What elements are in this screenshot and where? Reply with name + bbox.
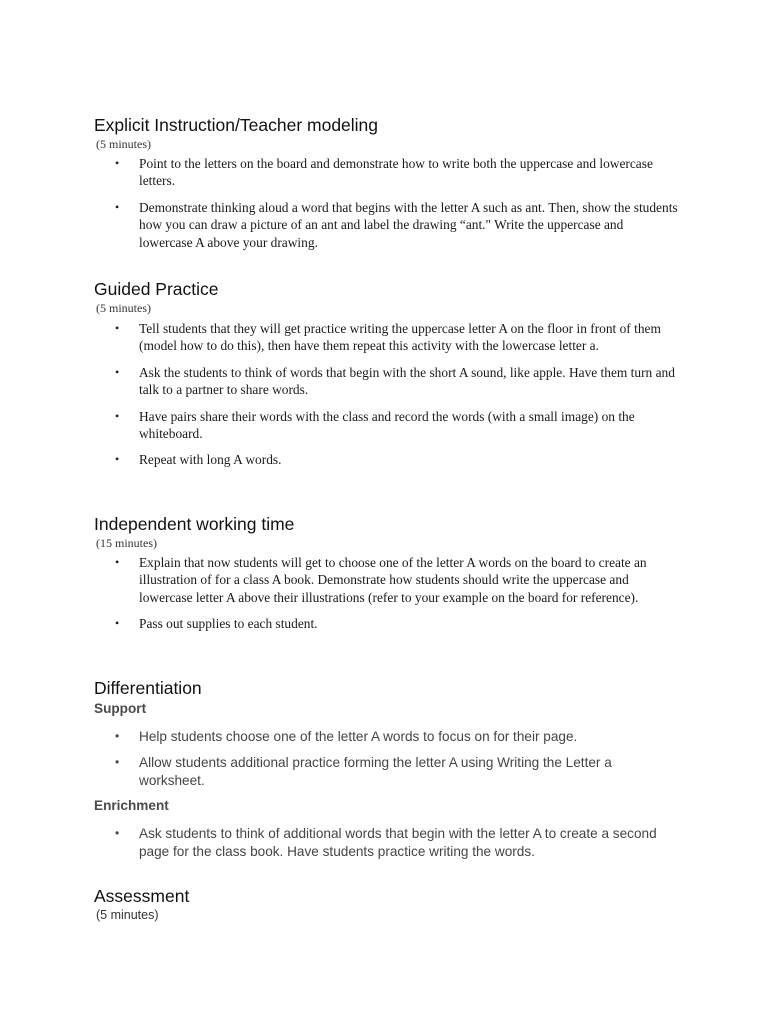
bullet-icon: •: [115, 452, 120, 467]
list-item-text: Point to the letters on the board and demonstrate how to write both the uppercase and lowercase letters.: [139, 156, 653, 189]
list-item: [94, 554, 679, 606]
list-item-text: Have pairs share their words with the class and record the words (with a small image) on the whiteboard.: [139, 408, 635, 442]
list-item: [94, 408, 679, 443]
section-independent-working-time: [94, 513, 694, 633]
bullet-list: [94, 320, 694, 469]
list-item-text: Explain that now students will get to choose one of the letter A words on the board to create an illustration of for a class A book. Demonstrate how students should write the uppercase and lowercase letter A above their illustrations (refer to your example on the board for reference).: [139, 555, 647, 605]
list-item-text: Repeat with long A words.: [139, 452, 282, 468]
list-item: [94, 825, 679, 860]
list-item: [94, 199, 679, 251]
bullet-icon: •: [115, 826, 120, 841]
enrichment-list: [94, 825, 694, 860]
list-item: [94, 364, 679, 399]
bullet-icon: •: [115, 755, 120, 770]
section-explicit-instruction: [94, 114, 694, 251]
section-heading: Differentiation: [94, 678, 202, 698]
section-heading: Guided Practice: [94, 279, 219, 299]
list-item: [94, 155, 679, 190]
section-duration: (15 minutes): [96, 536, 157, 550]
list-item: [94, 615, 679, 632]
section-duration: (5 minutes): [96, 137, 151, 151]
list-item: [94, 754, 679, 789]
list-item-text: Ask the students to think of words that begin with the short A sound, like apple. Have them turn and talk to a partner to share words.: [139, 364, 675, 398]
bullet-list: [94, 554, 694, 633]
list-item-text: Ask students to think of additional words that begin with the letter A to create a second page for the class book. Have students practice writing the words.: [139, 826, 657, 859]
bullet-icon: •: [115, 729, 120, 743]
enrichment-label: Enrichment: [94, 798, 169, 814]
list-item: [94, 320, 679, 355]
bullet-icon: •: [115, 321, 120, 335]
section-guided-practice: [94, 278, 694, 469]
list-item-text: Allow students additional practice forming the letter A using Writing the Letter a worksheet.: [139, 755, 612, 788]
section-duration: (5 minutes): [96, 301, 151, 315]
list-item-text: Tell students that they will get practice writing the uppercase letter A on the floor in front of them (model how to do this), then have them repeat this activity with the lowercase letter a.: [139, 321, 661, 354]
bullet-list: [94, 155, 694, 251]
section-assessment: [94, 885, 694, 923]
section-heading: Independent working time: [94, 514, 295, 534]
section-differentiation: [94, 677, 694, 860]
section-heading: Assessment: [94, 886, 190, 906]
section-heading: Explicit Instruction/Teacher modeling: [94, 115, 379, 135]
bullet-icon: •: [115, 408, 120, 423]
list-item-text: Pass out supplies to each student.: [139, 616, 318, 632]
support-label: Support: [94, 701, 147, 716]
list-item-text: Help students choose one of the letter A words to focus on for their page.: [139, 729, 578, 744]
bullet-icon: •: [115, 555, 120, 569]
list-item: [94, 451, 679, 468]
bullet-icon: •: [115, 364, 120, 379]
bullet-icon: •: [115, 199, 120, 214]
bullet-icon: •: [115, 156, 120, 170]
list-item: [94, 728, 679, 745]
list-item-text: Demonstrate thinking aloud a word that begins with the letter A such as ant. Then, show the students how you can draw a picture of an ant and label the drawing “ant." Write the uppercase and lowercase A above your drawing.: [139, 199, 678, 250]
section-duration: (5 minutes): [96, 908, 159, 922]
bullet-icon: •: [115, 616, 120, 631]
support-list: [94, 728, 694, 789]
